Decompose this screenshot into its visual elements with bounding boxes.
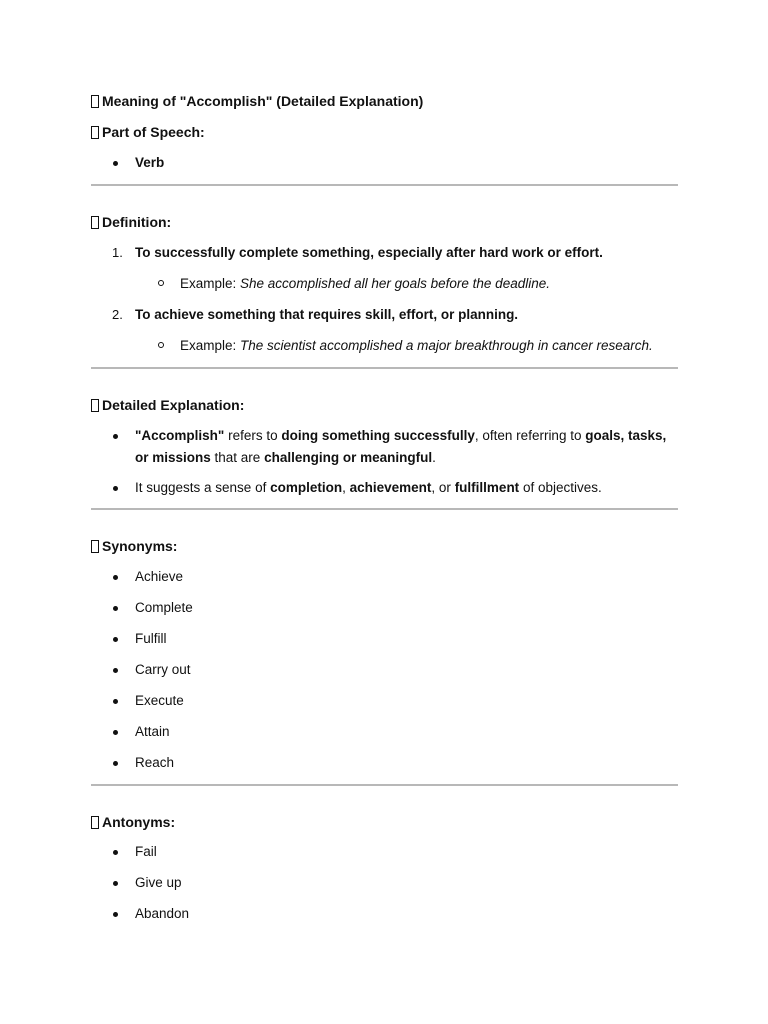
example-item [91, 336, 678, 356]
explanation-text: refers to [224, 428, 282, 443]
example-label: Example: [180, 276, 241, 291]
synonym-text: Carry out [135, 662, 191, 677]
bullet-icon [113, 668, 118, 673]
explanation-bold: doing something successfully [281, 428, 475, 443]
definition-number: 2. [112, 307, 123, 322]
synonyms-heading-text: Synonyms: [102, 538, 178, 554]
list-item [91, 566, 678, 588]
bullet-icon [113, 912, 118, 917]
antonyms-heading [91, 812, 678, 832]
synonym-text: Complete [135, 600, 193, 615]
section-divider [91, 367, 678, 369]
definition-item [91, 243, 678, 263]
missing-glyph-icon [91, 540, 99, 553]
antonym-text: Abandon [135, 906, 190, 921]
explanation-text: that are [210, 450, 265, 465]
list-item [91, 721, 678, 743]
example-item [91, 274, 678, 294]
synonym-text: Attain [135, 724, 170, 739]
missing-glyph-icon [91, 399, 99, 412]
bullet-icon [113, 699, 118, 704]
example-label: Example: [180, 338, 241, 353]
list-item [91, 903, 678, 925]
explanation-bold: fulfillment [454, 480, 520, 495]
detailed-explanation-heading-text: Detailed Explanation: [102, 397, 245, 413]
document-page [91, 91, 678, 925]
part-of-speech-value: Verb [135, 155, 165, 170]
bullet-icon [113, 881, 118, 886]
explanation-text: It suggests a sense of [135, 480, 271, 495]
list-item [91, 152, 678, 174]
list-item [91, 425, 678, 469]
synonyms-list [91, 566, 678, 774]
circle-bullet-icon [158, 342, 164, 348]
list-item [91, 597, 678, 619]
section-divider [91, 508, 678, 510]
list-item [91, 690, 678, 712]
circle-bullet-icon [158, 280, 164, 286]
document-title [91, 91, 678, 111]
definition-heading-text: Definition: [102, 214, 172, 230]
part-of-speech-list [91, 152, 678, 174]
explanation-bold: challenging or meaningful [264, 450, 433, 465]
definition-list [91, 243, 678, 356]
synonym-text: Execute [135, 693, 184, 708]
synonym-text: Achieve [135, 569, 184, 584]
explanation-text: of objectives. [519, 480, 602, 495]
section-divider [91, 784, 678, 786]
bullet-icon [113, 850, 118, 855]
definition-item [91, 305, 678, 325]
list-item [91, 628, 678, 650]
part-of-speech-heading-text: Part of Speech: [102, 124, 205, 140]
explanation-bold: goals, tasks, or missions [135, 428, 667, 465]
list-item [91, 872, 678, 894]
explanation-text: , or [431, 480, 455, 495]
bullet-icon [113, 606, 118, 611]
explanation-text: , often referring to [474, 428, 586, 443]
bullet-icon [113, 486, 118, 491]
explanation-bold: achievement [349, 480, 432, 495]
antonym-text: Fail [135, 844, 157, 859]
explanation-bold: completion [270, 480, 343, 495]
synonym-text: Fulfill [135, 631, 167, 646]
list-item [91, 841, 678, 863]
list-item [91, 477, 678, 499]
bullet-icon [113, 761, 118, 766]
definition-text: To achieve something that requires skill, effort, or planning. [135, 307, 519, 322]
missing-glyph-icon [91, 816, 99, 829]
explanation-text: , [342, 480, 350, 495]
bullet-icon [113, 730, 118, 735]
section-divider [91, 184, 678, 186]
definition-text: To successfully complete something, especially after hard work or effort. [135, 245, 603, 260]
bullet-icon [113, 434, 118, 439]
synonym-text: Reach [135, 755, 175, 770]
missing-glyph-icon [91, 95, 99, 108]
definition-heading [91, 212, 678, 232]
document-title-text: Meaning of "Accomplish" (Detailed Explanation) [102, 93, 424, 109]
bullet-icon [113, 637, 118, 642]
missing-glyph-icon [91, 216, 99, 229]
example-text: She accomplished all her goals before the deadline. [240, 276, 550, 291]
definition-number: 1. [112, 245, 123, 260]
explanation-term: "Accomplish" [135, 428, 225, 443]
list-item [91, 659, 678, 681]
bullet-icon [113, 161, 118, 166]
detailed-explanation-heading [91, 395, 678, 415]
antonym-text: Give up [135, 875, 182, 890]
antonyms-list [91, 841, 678, 925]
explanation-list [91, 425, 678, 499]
antonyms-heading-text: Antonyms: [102, 814, 176, 830]
missing-glyph-icon [91, 126, 99, 139]
bullet-icon [113, 575, 118, 580]
synonyms-heading [91, 536, 678, 556]
example-text: The scientist accomplished a major breakthrough in cancer research. [240, 338, 653, 353]
explanation-text: . [432, 450, 436, 465]
part-of-speech-heading [91, 122, 678, 142]
list-item [91, 752, 678, 774]
